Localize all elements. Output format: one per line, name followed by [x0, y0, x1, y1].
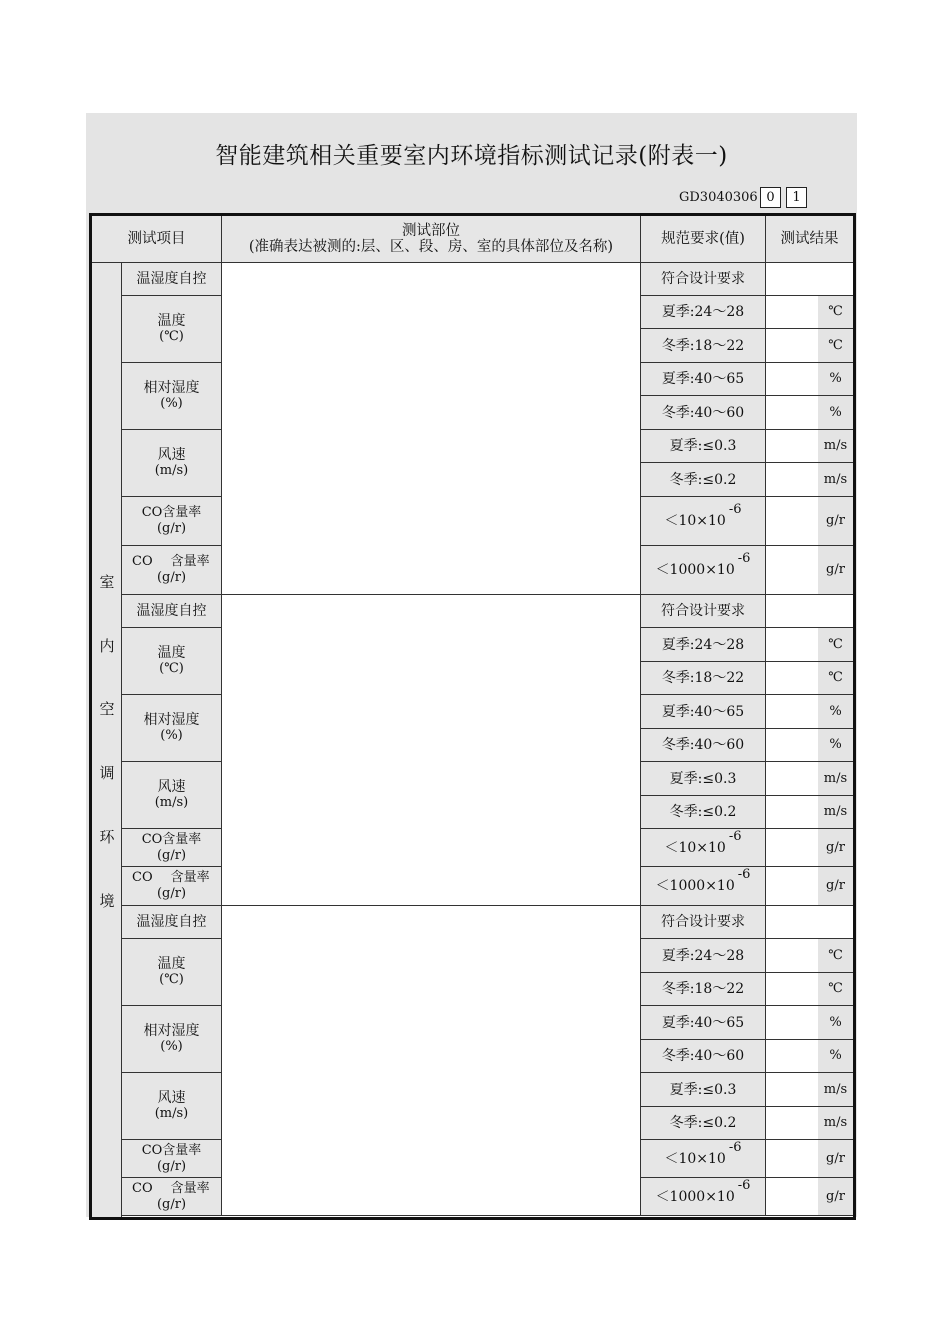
result-unit: [818, 329, 853, 363]
item-unit: (℃): [159, 329, 184, 344]
item-relative-humidity: [122, 1006, 222, 1073]
requirement-value: [641, 497, 766, 546]
item-wind-speed: [122, 430, 222, 497]
result-unit: [818, 1006, 853, 1040]
requirement-exponent: -6: [737, 1177, 751, 1193]
requirement-value: [641, 762, 766, 796]
item-unit: (℃): [159, 661, 184, 676]
requirement-text: 冬季:≤0.2: [669, 471, 737, 488]
item-label: 含量率: [170, 870, 210, 885]
item-label: CO: [132, 870, 153, 885]
unit-text: m/s: [823, 1115, 848, 1130]
unit-text: %: [829, 371, 842, 386]
requirement-text: 符合设计要求: [661, 914, 745, 930]
result-unit: [818, 867, 853, 906]
header-result: 测试结果: [766, 216, 853, 263]
test-record-table: [89, 213, 856, 1220]
item-temperature: [122, 296, 222, 363]
result-input[interactable]: [766, 867, 818, 906]
requirement-text: 符合设计要求: [661, 271, 745, 287]
requirement-text: ＜10×10: [664, 513, 726, 529]
requirement-value: [641, 1107, 766, 1140]
requirement-value: [641, 796, 766, 829]
item-label: 含量率: [170, 1180, 210, 1196]
item-label: 含量率: [170, 554, 210, 569]
requirement-exponent: -6: [737, 867, 751, 882]
result-unit: [818, 546, 853, 595]
test-location-input[interactable]: [222, 595, 641, 906]
item-temperature: [122, 628, 222, 695]
result-input[interactable]: [766, 729, 818, 762]
requirement-value: [641, 430, 766, 463]
item-label: 温湿度自控: [136, 603, 207, 619]
unit-text: g/r: [826, 878, 845, 893]
result-unit: [818, 1040, 853, 1073]
requirement-text: 夏季:≤0.3: [669, 770, 737, 787]
result-input[interactable]: [766, 796, 818, 829]
result-input[interactable]: [766, 1140, 818, 1178]
unit-text: g/r: [826, 513, 845, 528]
item-unit: (m/s): [154, 795, 189, 810]
requirement-text: 夏季:40～65: [661, 1014, 745, 1031]
requirement-exponent: -6: [728, 502, 742, 517]
item-label: CO含量率: [141, 831, 202, 847]
requirement-text: 冬季:18～22: [661, 981, 745, 997]
result-input[interactable]: [766, 1107, 818, 1140]
unit-text: ℃: [828, 947, 843, 963]
requirement-design: [641, 906, 766, 939]
unit-text: %: [829, 1014, 842, 1030]
result-unit: [818, 729, 853, 762]
category-char: 室: [99, 573, 115, 591]
unit-text: m/s: [823, 438, 848, 453]
requirement-text: 符合设计要求: [661, 603, 745, 619]
item-label: 相对湿度: [143, 380, 200, 396]
form-code-box-1[interactable]: 0: [760, 187, 781, 208]
item-auto-control: [122, 595, 222, 628]
item-relative-humidity: [122, 363, 222, 430]
category-char: 空: [99, 700, 115, 718]
header-test-location: [222, 216, 641, 263]
item-unit: (m/s): [154, 1106, 189, 1121]
requirement-value: [641, 463, 766, 497]
requirement-text: 冬季:18～22: [661, 337, 745, 354]
item-label: 温湿度自控: [136, 271, 207, 287]
item-co-content: [122, 497, 222, 546]
result-unit: [818, 497, 853, 546]
item-label: 风速: [157, 779, 186, 795]
result-input[interactable]: [766, 662, 818, 695]
requirement-exponent: -6: [728, 1139, 742, 1155]
result-input[interactable]: [766, 546, 818, 595]
item-label: CO含量率: [141, 505, 202, 520]
requirement-design: [641, 595, 766, 628]
result-unit: [818, 796, 853, 829]
requirement-value: [641, 1178, 766, 1216]
item-co2-label-line: [122, 1181, 221, 1197]
item-co-content: [122, 1140, 222, 1178]
item-label: CO: [132, 1180, 153, 1196]
category-char: 内: [99, 637, 115, 655]
item-co-content: [122, 829, 222, 867]
item-wind-speed: [122, 762, 222, 829]
item-unit: (%): [160, 1039, 183, 1054]
result-unit: [818, 430, 853, 463]
result-unit: [818, 628, 853, 662]
requirement-value: [641, 628, 766, 662]
item-auto-control: [122, 263, 222, 296]
item-label: 温度: [157, 313, 186, 329]
result-input[interactable]: [766, 296, 818, 329]
item-label: 风速: [157, 1090, 186, 1106]
requirement-text: ＜1000×10: [655, 878, 735, 894]
item-label: 温度: [157, 956, 186, 972]
requirement-text: 夏季:40～65: [661, 371, 745, 387]
test-location-input[interactable]: [222, 263, 641, 595]
requirement-value: [641, 662, 766, 695]
unit-text: ℃: [828, 304, 843, 319]
result-input[interactable]: [766, 463, 818, 497]
result-input[interactable]: [766, 1178, 818, 1216]
result-input[interactable]: [766, 430, 818, 463]
requirement-text: 夏季:24～28: [661, 636, 745, 653]
requirement-text: ＜10×10: [664, 839, 726, 856]
unit-text: ℃: [828, 670, 843, 685]
result-unit: [818, 762, 853, 796]
item-unit: (g/r): [156, 847, 187, 863]
item-temperature: [122, 939, 222, 1006]
unit-text: ℃: [828, 337, 843, 353]
requirement-text: 冬季:40～60: [661, 1048, 745, 1064]
header-location-line2: (准确表达被测的:层、区、段、房、室的具体部位及名称): [248, 239, 614, 255]
form-code-box-2[interactable]: 1: [786, 187, 807, 208]
category-char: 境: [99, 892, 115, 910]
unit-text: ℃: [828, 981, 843, 996]
item-co2-label-line: [122, 870, 221, 886]
result-input[interactable]: [766, 939, 818, 973]
requirement-text: 冬季:40～60: [661, 737, 745, 753]
requirement-value: [641, 1006, 766, 1040]
result-input[interactable]: [766, 595, 853, 628]
result-input[interactable]: [766, 1006, 818, 1040]
item-label: CO: [132, 554, 153, 569]
header-location-line1: 测试部位: [402, 223, 460, 239]
requirement-value: [641, 867, 766, 906]
requirement-text: 夏季:24～28: [661, 947, 745, 964]
item-unit: (%): [160, 728, 183, 743]
requirement-text: 夏季:≤0.3: [669, 438, 737, 454]
requirement-text: 夏季:40～65: [661, 703, 745, 720]
result-input[interactable]: [766, 628, 818, 662]
result-input[interactable]: [766, 363, 818, 396]
result-unit: [818, 463, 853, 497]
requirement-exponent: -6: [728, 828, 742, 844]
item-label: 风速: [157, 447, 186, 463]
header-test-item: 测试项目: [92, 216, 222, 263]
requirement-text: 冬季:40～60: [661, 404, 745, 421]
item-unit: (%): [160, 396, 183, 411]
result-input[interactable]: [766, 329, 818, 363]
requirement-text: 夏季:≤0.3: [669, 1081, 737, 1098]
item-label: 相对湿度: [143, 1023, 200, 1039]
item-label: 相对湿度: [143, 712, 200, 728]
requirement-text: 夏季:24～28: [661, 304, 745, 320]
requirement-value: [641, 1073, 766, 1107]
requirement-value: [641, 546, 766, 595]
category-indoor-ac-environment: [92, 263, 122, 1217]
form-code-text: GD3040306: [679, 190, 758, 205]
result-unit: [818, 396, 853, 430]
requirement-text: 冬季:≤0.2: [669, 1115, 737, 1131]
item-relative-humidity: [122, 695, 222, 762]
unit-text: m/s: [823, 770, 848, 786]
unit-text: %: [829, 737, 842, 752]
page-title: 智能建筑相关重要室内环境指标测试记录(附表一): [215, 143, 728, 169]
unit-text: %: [829, 703, 842, 719]
item-unit: (m/s): [154, 463, 189, 478]
requirement-value: [641, 939, 766, 973]
requirement-value: [641, 396, 766, 430]
result-input[interactable]: [766, 695, 818, 729]
item-unit: (g/r): [156, 1196, 187, 1212]
item-unit: (g/r): [156, 1158, 187, 1174]
result-unit: [818, 363, 853, 396]
item-unit: (g/r): [156, 570, 187, 585]
unit-text: %: [829, 1048, 842, 1063]
requirement-text: ＜1000×10: [655, 1188, 735, 1205]
result-input[interactable]: [766, 263, 853, 296]
unit-text: %: [829, 404, 842, 420]
unit-text: m/s: [823, 804, 848, 819]
item-unit: (g/r): [156, 521, 187, 536]
result-unit: [818, 829, 853, 867]
result-input[interactable]: [766, 973, 818, 1006]
requirement-value: [641, 973, 766, 1006]
item-co2-content: [122, 1178, 222, 1216]
requirement-value: [641, 695, 766, 729]
result-input[interactable]: [766, 829, 818, 867]
requirement-value: [641, 1140, 766, 1178]
requirement-value: [641, 296, 766, 329]
requirement-value: [641, 329, 766, 363]
item-co2-content: [122, 546, 222, 595]
requirement-value: [641, 363, 766, 396]
item-auto-control: [122, 906, 222, 939]
result-unit: [818, 662, 853, 695]
item-wind-speed: [122, 1073, 222, 1140]
category-char: 环: [99, 828, 115, 846]
result-input[interactable]: [766, 1073, 818, 1107]
unit-text: g/r: [826, 1150, 845, 1166]
item-unit: (℃): [159, 972, 184, 987]
unit-text: m/s: [823, 471, 848, 487]
header-requirement: 规范要求(值): [641, 216, 766, 263]
requirement-exponent: -6: [737, 551, 751, 566]
result-unit: [818, 1178, 853, 1216]
requirement-value: [641, 1040, 766, 1073]
result-unit: [818, 939, 853, 973]
result-unit: [818, 1073, 853, 1107]
item-label: 温湿度自控: [136, 914, 207, 930]
unit-text: g/r: [826, 839, 845, 855]
result-unit: [818, 1107, 853, 1140]
result-input[interactable]: [766, 396, 818, 430]
result-input[interactable]: [766, 497, 818, 546]
requirement-value: [641, 729, 766, 762]
unit-text: ℃: [828, 636, 843, 652]
item-unit: (g/r): [156, 886, 187, 901]
requirement-text: ＜1000×10: [655, 562, 735, 578]
unit-text: g/r: [826, 1188, 845, 1204]
requirement-text: ＜10×10: [664, 1150, 726, 1167]
item-co2-content: [122, 867, 222, 906]
requirement-design: [641, 263, 766, 296]
result-input[interactable]: [766, 762, 818, 796]
requirement-value: [641, 829, 766, 867]
unit-text: g/r: [826, 562, 845, 577]
test-location-input[interactable]: [222, 906, 641, 1216]
result-input[interactable]: [766, 1040, 818, 1073]
result-input[interactable]: [766, 906, 853, 939]
record-sheet: [86, 113, 857, 1217]
result-unit: [818, 296, 853, 329]
item-label: CO含量率: [141, 1142, 202, 1158]
unit-text: m/s: [823, 1081, 848, 1097]
item-co2-label-line: [122, 554, 221, 570]
category-char: 调: [99, 764, 115, 782]
result-unit: [818, 695, 853, 729]
requirement-text: 冬季:18～22: [661, 670, 745, 686]
item-label: 温度: [157, 645, 186, 661]
requirement-text: 冬季:≤0.2: [669, 804, 737, 820]
result-unit: [818, 973, 853, 1006]
result-unit: [818, 1140, 853, 1178]
